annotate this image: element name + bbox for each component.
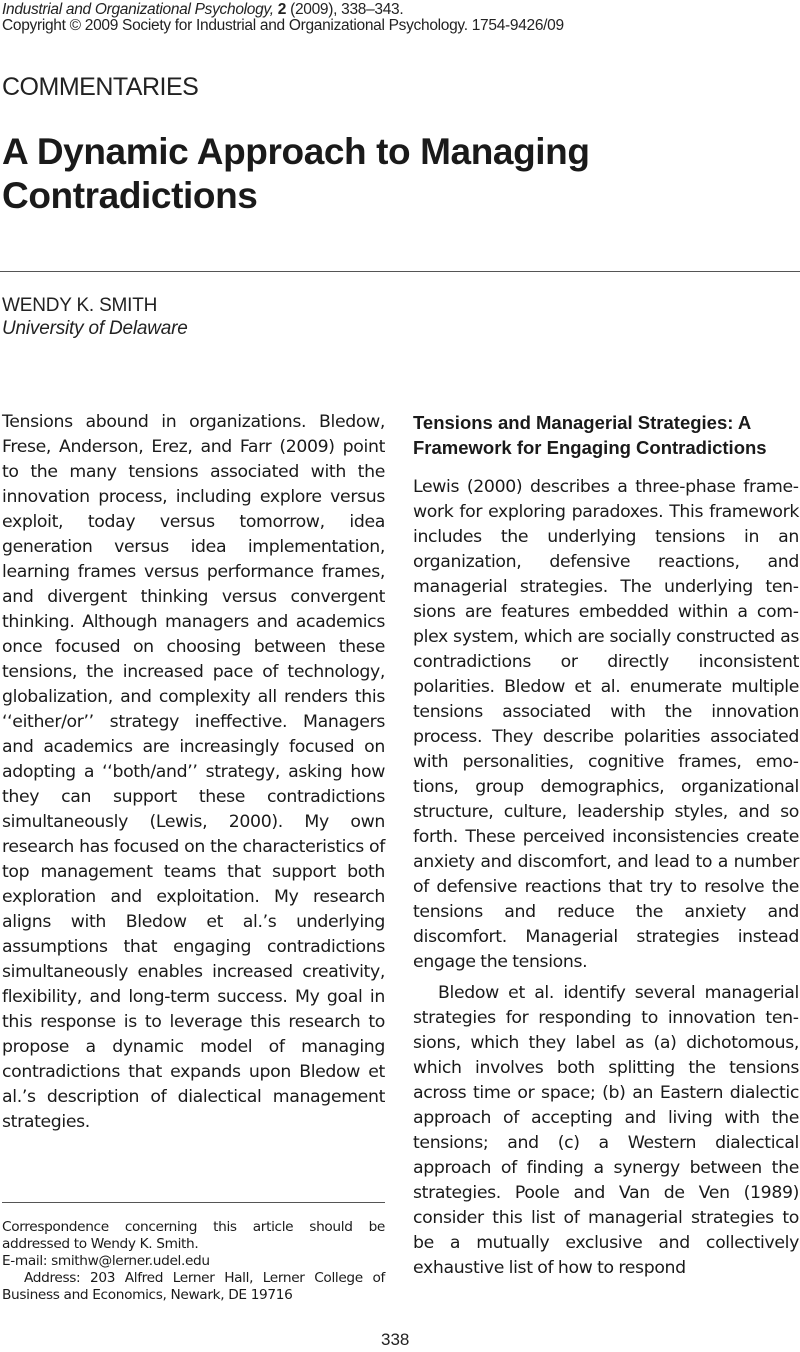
author-name: WENDY K. SMITH	[2, 295, 158, 316]
page-number: 338	[381, 1330, 410, 1349]
left-column	[2, 410, 385, 1135]
article-title: A Dynamic Approach to Managing Contradictions	[2, 131, 590, 216]
author-affiliation: University of Delaware	[2, 318, 188, 339]
right-column	[413, 410, 799, 1281]
journal-name: Industrial and Organizational Psychology,	[2, 1, 274, 18]
journal-volume: 2	[277, 1, 287, 18]
footnote-divider	[2, 1202, 385, 1203]
body-paragraph: Tensions abound in organizations. Bledow, Frese, Anderson, Erez, and Farr (2009) point to the many tensions associated with the innovation process, including explore versus exploit, today versus tomorrow, idea generation versus idea implementation, learning frames versus performance frames, and divergent thinking versus convergent thinking. Although managers and academics once focused on choosing between these tensions, the increased pace of technology, globalization, and complexity all renders this ‘‘either/or’’ strategy ineffective. Managers and academics are increasingly focused on adopting a ‘‘both/and’’ strategy, asking how they can support these contradictions simultaneously (Lewis, 2000). My own research has focused on the characteristics of top management teams that support both exploration and exploitation. My research aligns with Bledow et al.’s underlying assumptions that engaging contradictions simultaneously enables increased creativity, flexibility, and long-term success. My goal in this response is to leverage this research to propose a dynamic model of managing contradictions that expands upon Bledow et al.’s description of dialectical management strategies.	[2, 412, 385, 1132]
footnote	[2, 1219, 385, 1304]
footnote-correspondence: Correspondence concerning this article should be addressed to Wendy K. Smith.	[2, 1219, 385, 1252]
journal-issue-pages: (2009), 338–343.	[286, 1, 404, 18]
section-heading: Tensions and Managerial Strategies: A Framework for Engaging Contradictions	[413, 412, 767, 458]
body-paragraph: Bledow et al. identify several managerial strategies for responding to innovation tensions, which they label as (a) dichotomous, which involves both splitting the tensions across time or space; (b) an Eastern dialectic approach of accepting and living with the tensions; and (c) a Western dialectical approach of finding a synergy between the strategies. Poole and Van de Ven (1989) consider this list of managerial strategies to be a mutually exclusive and collectively exhaustive list of how to respond	[413, 983, 799, 1278]
body-paragraph: Lewis (2000) describes a three-phase framework for exploring paradoxes. This framework includes the underlying tensions in an organization, defensive reactions, and managerial strategies. The underlying tensions are features embedded within a complex system, which are socially constructed as contradictions or directly inconsistent polarities. Bledow et al. enumerate multiple tensions associated with the innovation process. They describe polarities associated with personalities, cognitive frames, emotions, group demographics, organizational structure, culture, leadership styles, and so forth. These perceived inconsistencies create anxiety and discomfort, and lead to a number of defensive reactions that try to resolve the tensions and reduce the anxiety and discomfort. Managerial strategies instead engage the tensions.	[413, 477, 799, 972]
footnote-email: E-mail: smithw@lerner.udel.edu	[2, 1253, 210, 1269]
section-label: COMMENTARIES	[2, 73, 199, 101]
footnote-address: Address: 203 Alfred Lerner Hall, Lerner College of Business and Economics, Newark, DE 19716	[2, 1270, 385, 1303]
copyright-notice: Copyright © 2009 Society for Industrial and Organizational Psychology. 1754-9426/09	[2, 17, 564, 34]
title-divider	[0, 271, 800, 272]
